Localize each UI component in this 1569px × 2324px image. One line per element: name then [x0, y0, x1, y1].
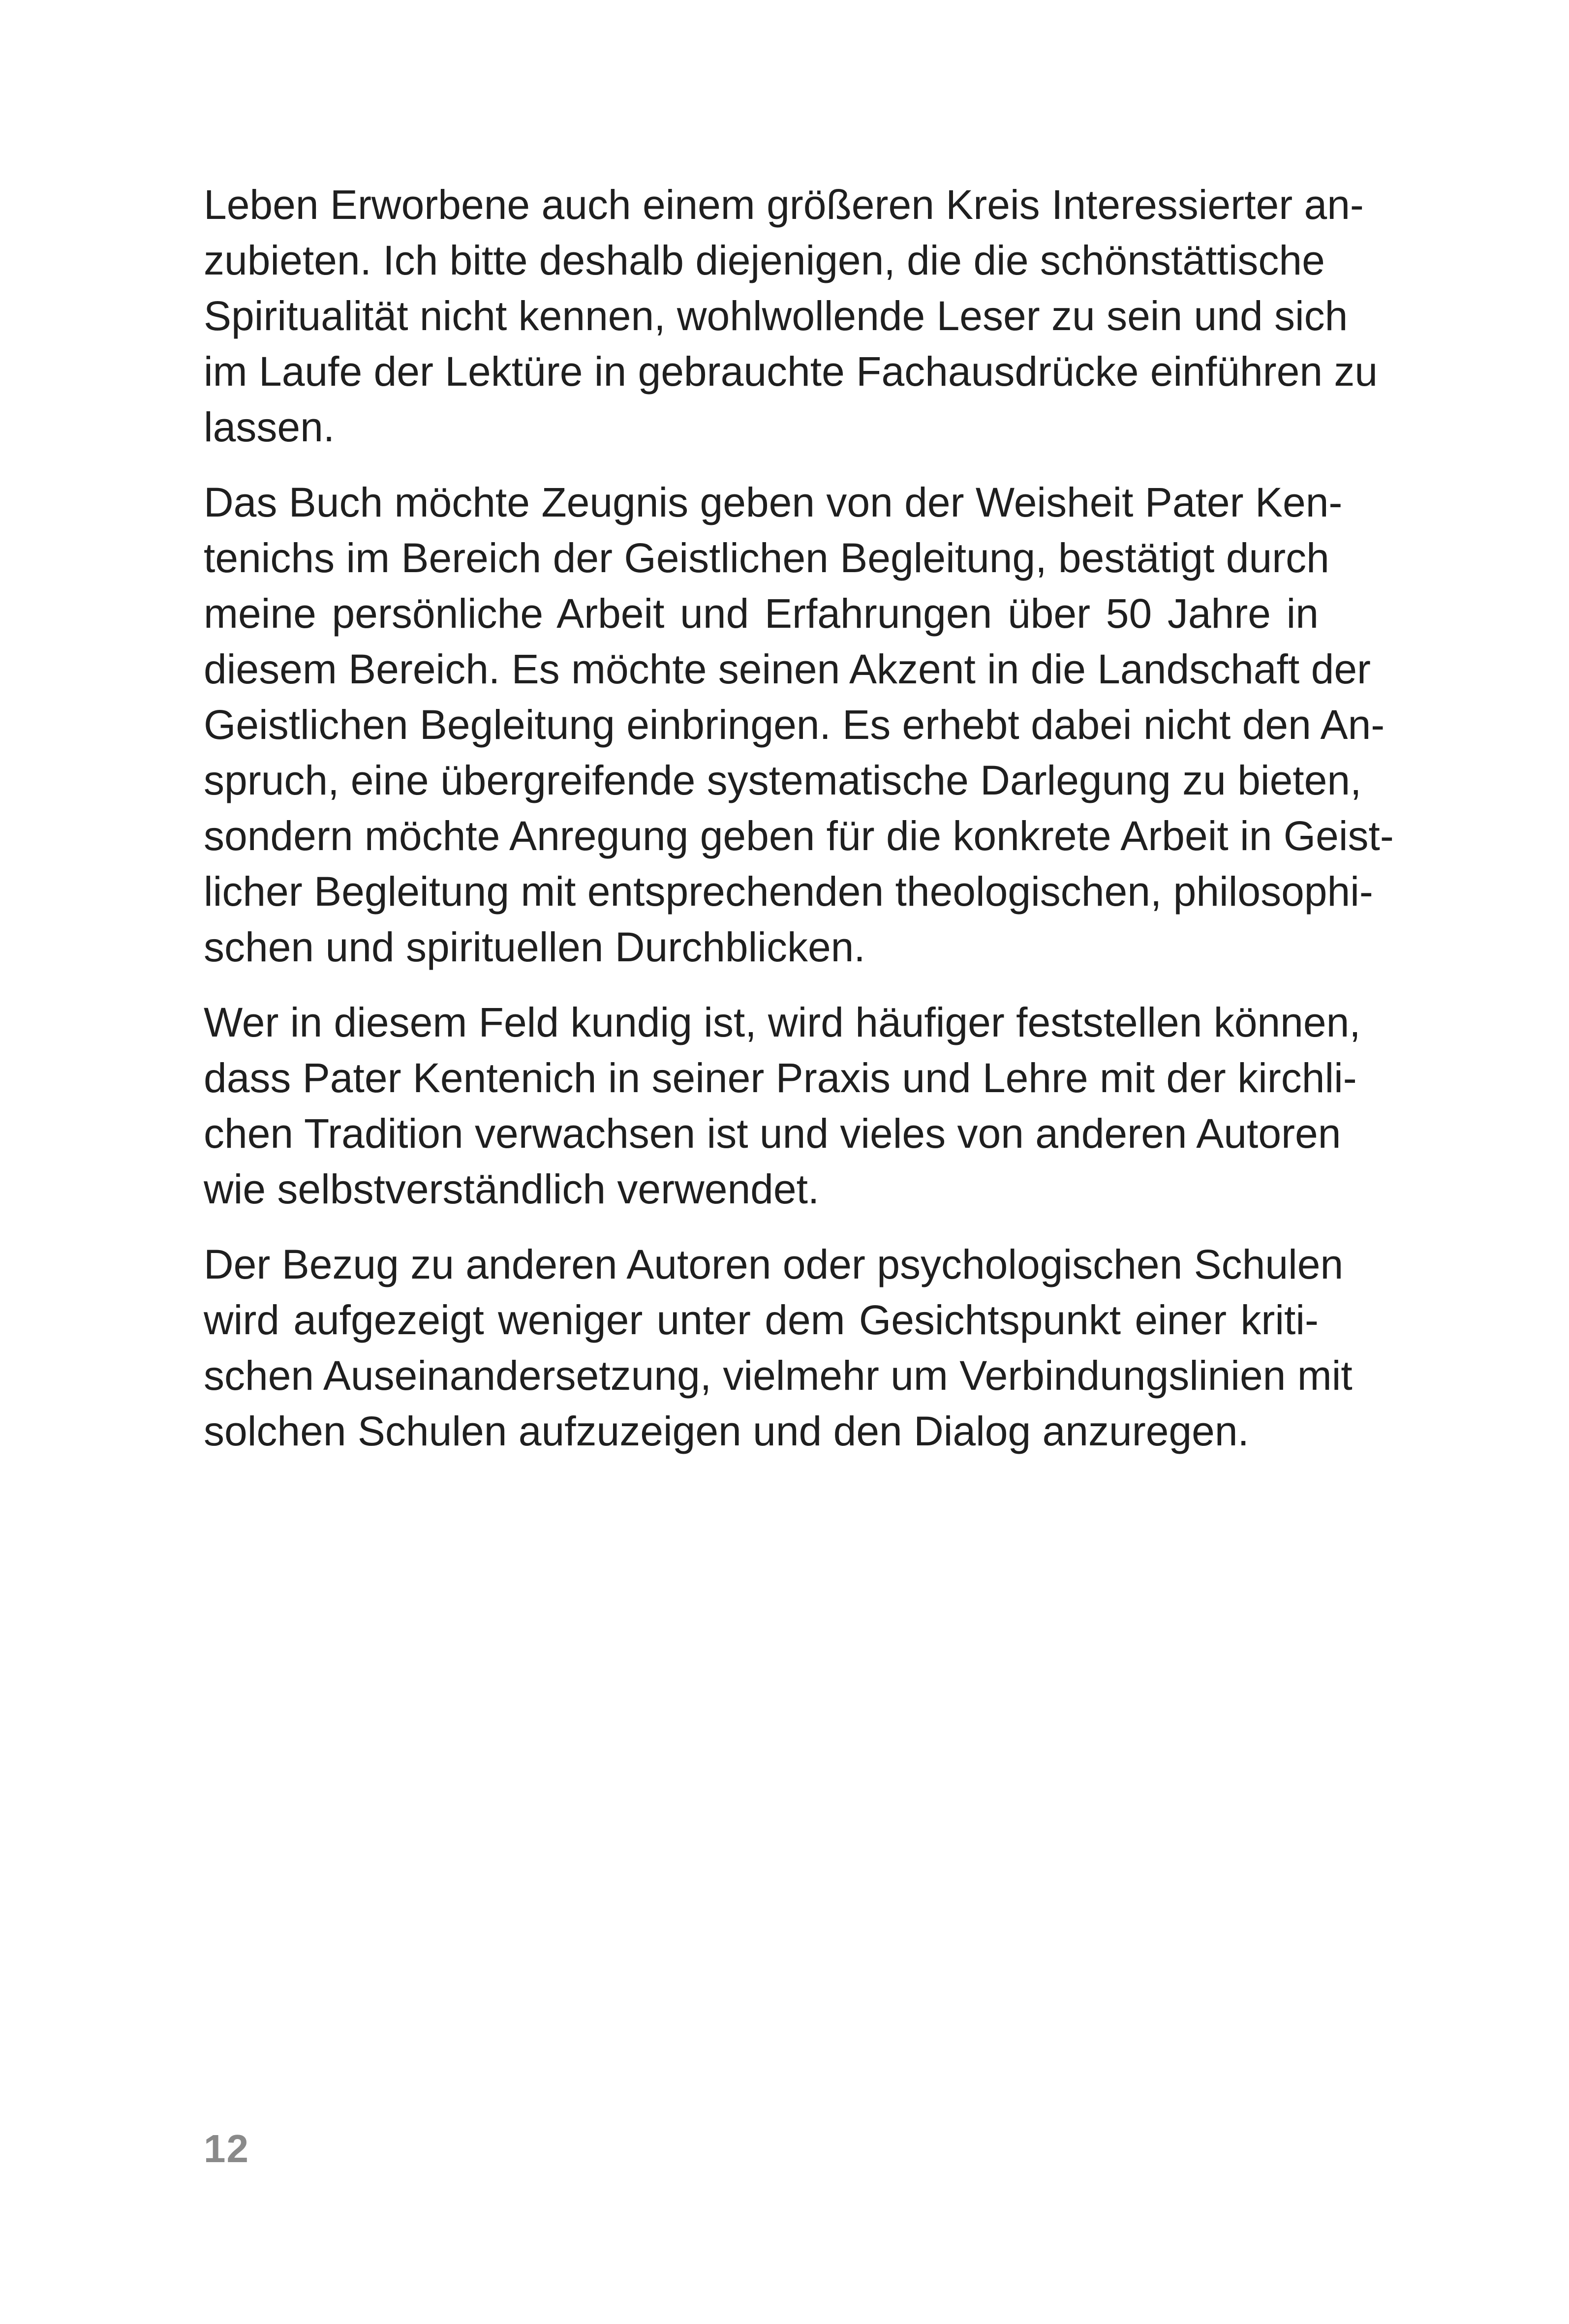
text-line: chen Tradition verwachsen ist und vieles von anderen Autoren: [204, 1110, 1341, 1157]
paragraph-2: [204, 475, 1394, 975]
text-line: Das Buch möchte Zeugnis geben von der Weisheit Pater Ken-: [204, 479, 1343, 525]
text-line: spruch, eine übergreifende systematische Darlegung zu bieten,: [204, 757, 1362, 803]
paragraph-4: [204, 1237, 1353, 1459]
text-line: solchen Schulen aufzuzeigen und den Dialog anzuregen.: [204, 1408, 1249, 1454]
text-line: wird aufgezeigt weniger unter dem Gesichtspunkt einer kriti-: [204, 1297, 1319, 1343]
paragraph-3: [204, 995, 1361, 1217]
text-line: diesem Bereich. Es möchte seinen Akzent in die Landschaft der: [204, 646, 1371, 692]
text-line: wie selbstverständlich verwendet.: [204, 1166, 820, 1212]
text-line: schen Auseinandersetzung, vielmehr um Verbindungslinien mit: [204, 1352, 1353, 1399]
page-number: 12: [204, 2127, 249, 2171]
text-line: sondern möchte Anregung geben für die konkrete Arbeit in Geist-: [204, 813, 1394, 859]
text-line: Der Bezug zu anderen Autoren oder psychologischen Schulen: [204, 1241, 1344, 1287]
text-line: zubieten. Ich bitte deshalb diejenigen, die die schönstättische: [204, 237, 1325, 283]
text-line: Wer in diesem Feld kundig ist, wird häufiger feststellen können,: [204, 999, 1361, 1045]
text-line: Geistlichen Begleitung einbringen. Es erhebt dabei nicht den An-: [204, 702, 1385, 748]
text-line: meine persönliche Arbeit und Erfahrungen über 50 Jahre in: [204, 590, 1319, 637]
body-text: [204, 177, 1394, 1479]
text-line: Spiritualität nicht kennen, wohlwollende Leser zu sein und sich: [204, 293, 1348, 339]
text-line: licher Begleitung mit entsprechenden theologischen, philosophi-: [204, 868, 1373, 915]
text-line: im Laufe der Lektüre in gebrauchte Fachausdrücke einführen zu: [204, 348, 1378, 395]
paragraph-1: [204, 177, 1378, 455]
text-line: lassen.: [204, 404, 335, 450]
text-line: tenichs im Bereich der Geistlichen Begleitung, bestätigt durch: [204, 535, 1329, 581]
text-line: schen und spirituellen Durchblicken.: [204, 924, 865, 970]
text-line: dass Pater Kentenich in seiner Praxis und Lehre mit der kirchli-: [204, 1055, 1357, 1101]
text-line: Leben Erworbene auch einem größeren Kreis Interessierter an-: [204, 182, 1364, 228]
